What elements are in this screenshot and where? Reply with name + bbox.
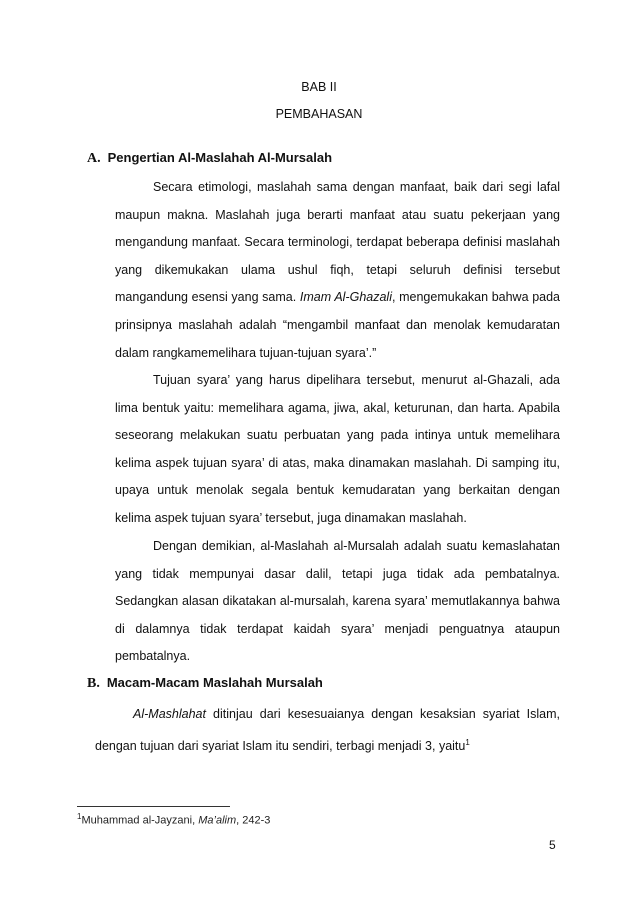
footnote-marker: 1 xyxy=(77,812,82,821)
page-number: 5 xyxy=(549,838,556,852)
section-b-heading xyxy=(87,675,323,692)
section-a-title: Pengertian Al-Maslahah Al-Mursalah xyxy=(107,150,333,165)
chapter-title: PEMBAHASAN xyxy=(275,107,363,121)
footnote-work: Ma’alim xyxy=(198,814,237,827)
paragraph-types-italic: Al-Mashlahat xyxy=(133,707,206,721)
paragraph-conclusion: Dengan demikian, al-Maslahah al-Mursalah adalah suatu kemaslahatan yang tidak mempunyai dasar dalil, tetapi juga tidak ada pembatalnya. Sedangkan alasan dikatakan al-mursalah, karena syara’ memutlakannya bahwa di dalamnya tidak terdapat kaidah syara’ menjadi penguatnya ataupun pembatalnya. xyxy=(115,539,560,664)
section-b-title: Macam-Macam Maslahah Mursalah xyxy=(106,675,323,690)
paragraph-definition-part1: Secara etimologi, maslahah sama dengan manfaat, baik dari segi lafal maupun makna. Maslahah juga berarti manfaat atau suatu pekerjaan yang mengandung manfaat. Secara terminologi, terdapat beberapa definisi maslahah yang dikemukakan ulama ushul fiqh, tetapi seluruh definisi tersebut mangandung esensi yang sama. xyxy=(115,180,560,305)
footnote-divider xyxy=(77,806,230,807)
section-a-letter: A. xyxy=(87,151,101,166)
footnote-reference[interactable]: 1 xyxy=(465,737,470,747)
paragraph-definition xyxy=(115,174,560,367)
footnote-author: Muhammad al-Jayzani, xyxy=(81,814,199,827)
footnote-pages: , 242-3 xyxy=(236,814,271,827)
paragraph-types-text: ditinjau dari kesesuaianya dengan kesaksian syariat Islam, dengan tujuan dari syariat Islam itu sendiri, terbagi menjadi 3, yaitu xyxy=(95,707,560,753)
section-b-letter: B. xyxy=(87,676,100,691)
section-a-heading xyxy=(87,150,332,167)
chapter-label: BAB II xyxy=(301,80,337,94)
paragraph-definition-italic: Imam Al-Ghazali xyxy=(299,290,392,305)
paragraph-purposes: Tujuan syara’ yang harus dipelihara tersebut, menurut al-Ghazali, ada lima bentuk yaitu: memelihara agama, jiwa, akal, keturunan, dan harta. Apabila seseorang melakukan suatu perbuatan yang pada intinya untuk memelihara kelima aspek tujuan syara’ di atas, maka dinamakan maslahah. Di samping itu, upaya untuk menolak segala bentuk kemudaratan yang berkaitan dengan kelima aspek tujuan syara’ tersebut, juga dinamakan maslahah. xyxy=(115,373,560,525)
footnote xyxy=(77,812,270,827)
paragraph-definition-part2: , mengemukakan bahwa pada prinsipnya maslahah adalah “mengambil manfaat dan menolak kemudaratan dalam rangkamemelihara tujuan-tujuan syara’.” xyxy=(115,290,560,360)
paragraph-types xyxy=(95,701,560,760)
